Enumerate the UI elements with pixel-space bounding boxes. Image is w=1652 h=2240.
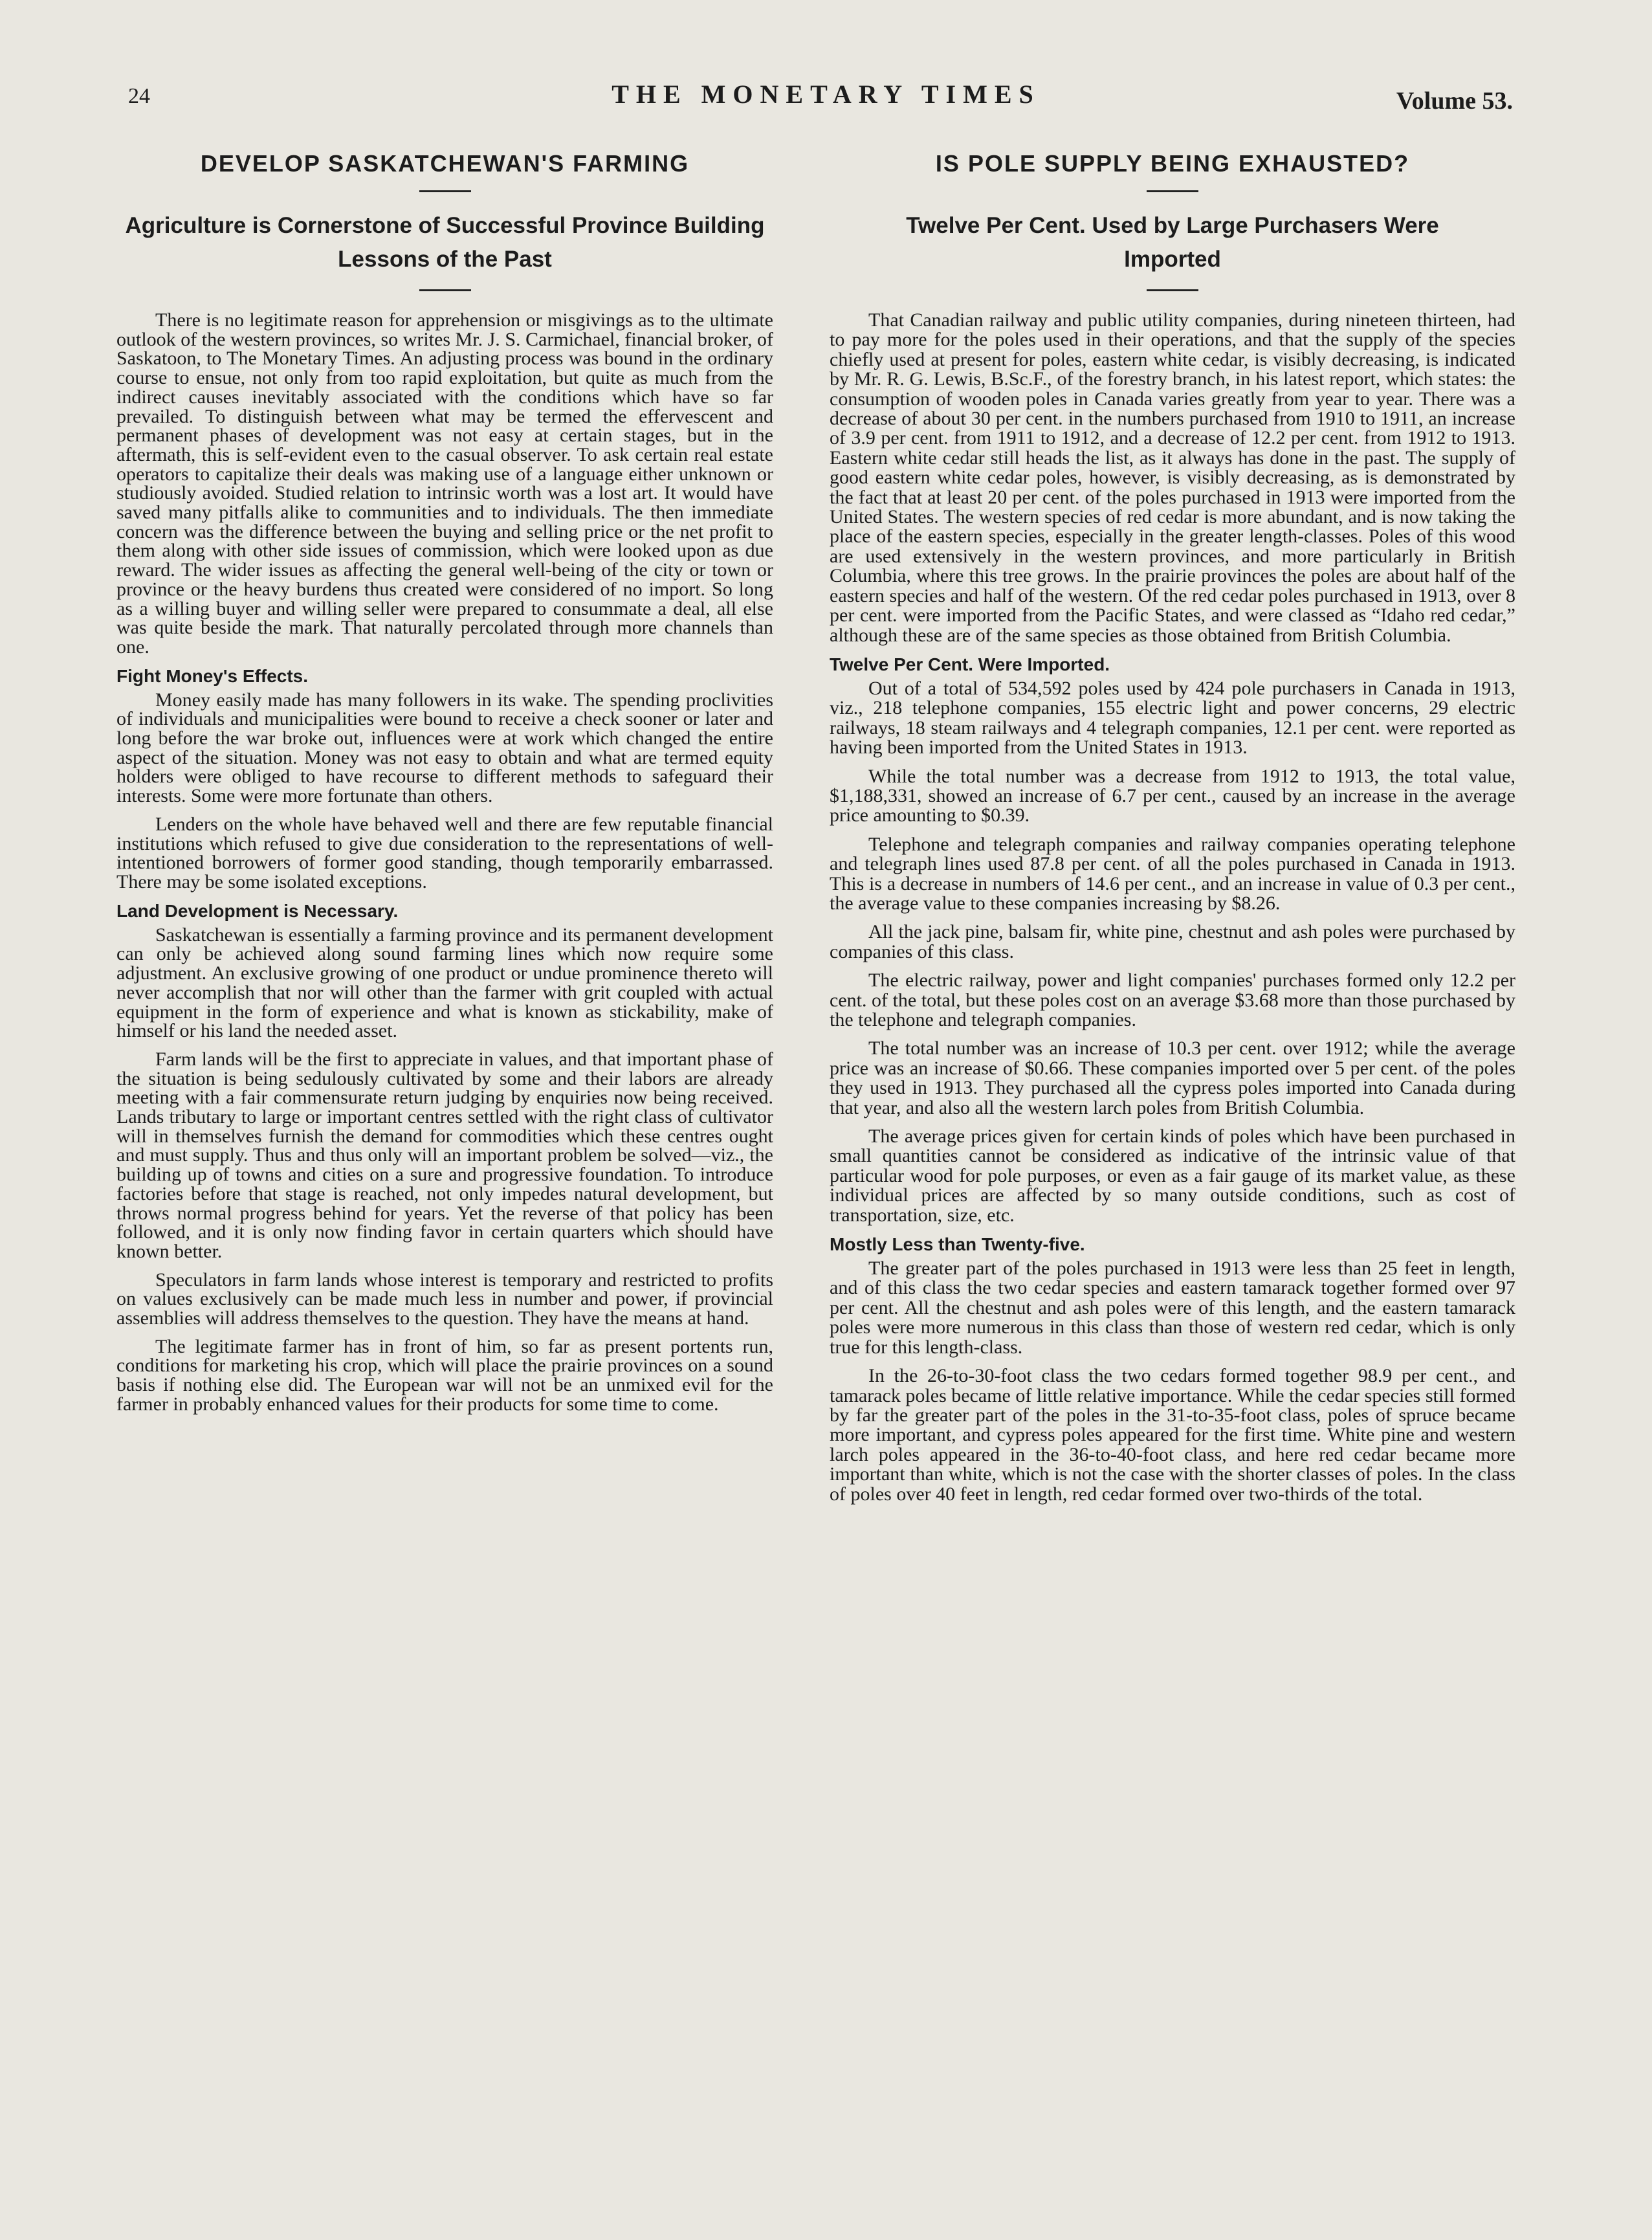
subtitle-line: Imported (1124, 247, 1221, 272)
subtitle-line: Twelve Per Cent. Used by Large Purchasers Were (906, 213, 1439, 238)
paragraph: Speculators in farm lands whose interest is temporary and restricted to profits on values exclusively can be made much less in number and power, if provincial assemblies will address themselves to the question. They have the means at hand. (116, 1269, 773, 1329)
right-article-subtitle (830, 209, 1515, 276)
section-heading: Land Development is Necessary. (116, 900, 399, 921)
paragraph: The legitimate farmer has in front of him, so far as present portents run, conditions for marketing his crop, which will place the prairie provinces on a sound basis if nothing else did. The European war will not be an unmixed evil for the farmer in probably enhanced values for their products for some time to come. (116, 1335, 773, 1415)
paragraph: The electric railway, power and light companies' purchases formed only 12.2 per cent. of the total, but these poles cost on an average $3.68 more than those purchased by the telephone and telegraph companies. (830, 970, 1515, 1030)
paragraph: The greater part of the poles purchased in 1913 were less than 25 feet in length, and of this class the two cedar species and eastern tamarack together formed over 97 per cent. All the chestnut and ash poles were of this length, and the eastern tamarack poles were more numerous in this class than those of western red cedar, which is only true for this length-class. (830, 1258, 1515, 1358)
running-header (0, 79, 1652, 118)
paragraph: Out of a total of 534,592 poles used by 424 pole purchasers in Canada in 1913, viz., 218 telephone companies, 155 electric light and power concerns, 29 electric railways, 18 steam railways and 4 telegraph companies, 12.1 per cent. were reported as having been imported from the United States in 1913. (830, 677, 1515, 759)
section-heading: Twelve Per Cent. Were Imported. (830, 654, 1110, 674)
publication-title: THE MONETARY TIMES (611, 80, 1041, 109)
paragraph: That Canadian railway and public utility companies, during nineteen thirteen, had to pay more for the poles used in their operations, and that the supply of the species chiefly used at present for poles, eastern white cedar, is visibly decreasing, is indicated by Mr. R. G. Lewis, B.Sc.F., of the forestry branch, in his latest report, which states: the consumption of wooden poles in Canada varies greatly from year to year. There was a decrease of about 30 per cent. in the numbers purchased from 1910 to 1911, an increase of 3.9 per cent. from 1911 to 1912, and a decrease of 12.2 per cent. from 1912 to 1913. Eastern white cedar still heads the list, as it always has done in the past. The supply of good eastern white cedar poles, however, is visibly decreasing, as is demonstrated by the fact that at least 20 per cent. of the poles purchased in 1913 were imported from the United States. The western species of red cedar is more abundant, and is now taking the place of the eastern species, especially in the greater length-classes. Poles of this wood are used extensively in the western provinces, and more particularly in British Columbia, where this tree grows. In the prairie provinces the poles are about half of the eastern species and half of the western. Of the red cedar poles purchased in 1913, over 8 per cent. were imported from the Pacific States, and were classed as “Idaho red cedar,” although these are of the same species as those obtained from British Columbia. (830, 309, 1515, 646)
paragraph: Money easily made has many followers in its wake. The spending proclivities of individuals and municipalities were bound to receive a check sooner or later and long before the war broke out, influences were at work which changed the entire aspect of the situation. Money was not easy to obtain and what are termed equity holders were obliged to have recourse to different methods to safeguard their interests. Some were more fortunate than others. (116, 689, 773, 807)
paragraph: All the jack pine, balsam fir, white pine, chestnut and ash poles were purchased by companies of this class. (830, 921, 1515, 962)
paragraph: There is no legitimate reason for apprehension or misgivings as to the ultimate outlook of the western provinces, so writes Mr. J. S. Carmichael, financial broker, of Saskatoon, to The Monetary Times. An adjusting process was bound in the ordinary course to ensue, not only from too rapid exploitation, but quite as much from the indirect causes inevitably associated with the conditions which have so far prevailed. To distinguish between what may be termed the effervescent and permanent phases of development was not easy at certain stages, but in the aftermath, this is self-evident even to the casual observer. To ask certain real estate operators to capitalize their deals was making use of a language either unknown or studiously avoided. Studied relation to intrinsic worth was a lost art. It would have saved many pitfalls alike to communities and to individuals. The then immediate concern was the difference between the buying and selling price or the net profit to them along with other side issues of commission, which were looked upon as due reward. The wider issues as affecting the general well-being of the city or town or province or the heavy burdens thus created were considered of no import. So long as a willing buyer and willing seller were prepared to consummate a deal, all else was quite beside the mark. That naturally percolated through more channels than one. (116, 309, 773, 658)
title-rule (419, 190, 471, 192)
right-article-title: IS POLE SUPPLY BEING EXHAUSTED? (935, 150, 1410, 177)
paragraph: The total number was an increase of 10.3 per cent. over 1912; while the average price was an increase of $0.66. These companies imported over 5 per cent. of the poles they used in 1913. They purchased all the cypress poles imported into Canada during that year, and also all the western larch poles from British Columbia. (830, 1037, 1515, 1118)
paragraph: Saskatchewan is essentially a farming province and its permanent development can only be achieved along sound farming lines which now require some adjustment. An exclusive growing of one product or undue prominence thereto will never accomplish that nor will other than the farmer with grit coupled with actual equipment in the form of experience and what is known as stickability, make of himself or his land the needed asset. (116, 924, 773, 1042)
title-rule (1147, 190, 1198, 192)
page-number: 24 (128, 84, 150, 108)
subtitle-rule (419, 289, 471, 291)
section-heading: Mostly Less than Twenty-five. (830, 1234, 1085, 1255)
left-article-subtitle (116, 209, 773, 276)
subtitle-line: Agriculture is Cornerstone of Successful Province Building (125, 213, 765, 238)
paragraph: In the 26-to-30-foot class the two cedars formed together 98.9 per cent., and tamarack poles became of little relative importance. While the cedar species still formed by far the greater part of the poles in the 31-to-35-foot class, poles of spruce became more important, and cypress poles appeared for the first time. White pine and western larch poles appeared in the 36-to-40-foot class, and here red cedar became more important than white, which is not the case with the shorter classes of poles. In the class of poles over 40 feet in length, red cedar formed over two-thirds of the total. (830, 1365, 1515, 1505)
paragraph: While the total number was a decrease from 1912 to 1913, the total value, $1,188,331, showed an increase of 6.7 per cent., caused by an increase in the average price amounting to $0.39. (830, 765, 1515, 826)
paragraph: Farm lands will be the first to appreciate in values, and that important phase of the situation is being sedulously cultivated by some and their labors are already meeting with a fair commensurate return judging by enquiries now being received. Lands tributary to large or important centres settled with the right class of cultivator will in themselves furnish the demand for commodities which these centres ought and must supply. Thus and thus only will an important problem be solved—viz., the building up of towns and cities on a sure and progressive foundation. To introduce factories before that stage is reached, not only impedes natural development, but throws normal progress behind for years. Yet the reverse of that policy has been followed, and it is only now finding favor in certain quarters which should have known better. (116, 1048, 773, 1262)
section-heading: Fight Money's Effects. (116, 665, 309, 686)
volume-label: Volume 53. (1396, 87, 1513, 115)
paragraph: Lenders on the whole have behaved well and there are few reputable financial institutions which refused to give due consideration to the representations of well-intentioned borrowers of former good standing, though temporarily embarrassed. There may be some isolated exceptions. (116, 813, 773, 893)
paragraph: The average prices given for certain kinds of poles which have been purchased in small quantities cannot be considered as indicative of the intrinsic value of that particular wood for pole purposes, or even as a fair gauge of its market value, as these individual prices are affected by so many outside conditions, such as cost of transportation, size, etc. (830, 1126, 1515, 1226)
right-article (830, 150, 1515, 1513)
paragraph: Telephone and telegraph companies and railway companies operating telephone and telegraph lines used 87.8 per cent. of all the poles purchased in Canada in 1913. This is a decrease in numbers of 14.6 per cent., and an increase in value of 0.3 per cent., the average value to these companies increasing by $8.26. (830, 833, 1515, 914)
subtitle-rule (1147, 289, 1198, 291)
left-article-title: DEVELOP SASKATCHEWAN'S FARMING (200, 150, 690, 177)
left-article (116, 150, 773, 1423)
subtitle-line: Lessons of the Past (338, 247, 552, 272)
